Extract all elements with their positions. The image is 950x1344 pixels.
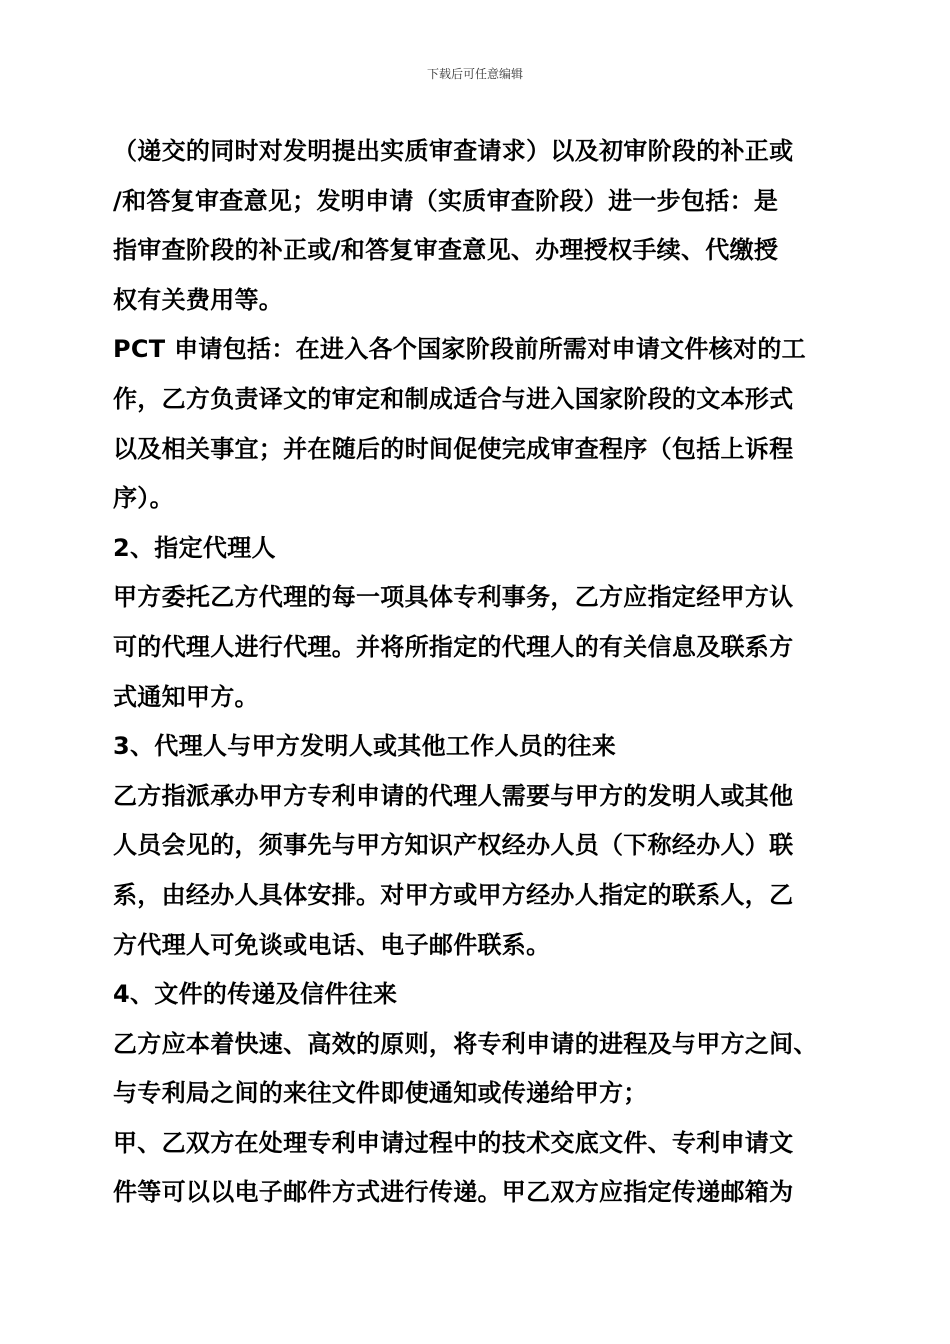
paragraph-designate-agent — [113, 573, 853, 722]
text-line: 乙方应本着快速、高效的原则，将专利申请的进程及与甲方之间、 — [113, 1029, 818, 1058]
text-line: 甲、乙双方在处理专利申请过程中的技术交底文件、专利申请文 — [113, 1128, 794, 1157]
heading-line: 2、指定代理人 — [113, 533, 276, 562]
text-line: 作，乙方负责译文的审定和制成适合与进入国家阶段的文本形式 — [113, 384, 794, 413]
text-line: PCT 申请包括：在进入各个国家阶段前所需对申请文件核对的工 — [113, 335, 806, 364]
section-heading-3 — [113, 722, 853, 772]
text-line: 甲方委托乙方代理的每一项具体专利事务，乙方应指定经甲方认 — [113, 583, 794, 612]
text-line: 系，由经办人具体安排。对甲方或甲方经办人指定的联系人，乙 — [113, 880, 794, 909]
paragraph-pct-application — [113, 325, 853, 523]
document-body — [113, 127, 853, 1218]
text-line: 乙方指派承办甲方专利申请的代理人需要与甲方的发明人或其他 — [113, 781, 794, 810]
text-line: 指审查阶段的补正或/和答复审查意见、办理授权手续、代缴授 — [113, 236, 779, 265]
text-line: 式通知甲方。 — [113, 682, 259, 711]
text-line: 以及相关事宜；并在随后的时间促使完成审查程序（包括上诉程 — [113, 434, 794, 463]
paragraph-email-transfer — [113, 1119, 853, 1218]
paragraph-document-delivery — [113, 1020, 853, 1119]
text-line: 件等可以以电子邮件方式进行传递。甲乙双方应指定传递邮箱为 — [113, 1178, 794, 1207]
text-line: （递交的同时对发明提出实质审查请求）以及初审阶段的补正或 — [113, 137, 794, 165]
text-line: 方代理人可免谈或电话、电子邮件联系。 — [113, 930, 551, 959]
section-heading-4 — [113, 970, 853, 1020]
text-line: 与专利局之间的来往文件即使通知或传递给甲方； — [113, 1079, 648, 1108]
text-line: /和答复审查意见；发明申请（实质审查阶段）进一步包括：是 — [113, 186, 779, 215]
text-line: 权有关费用等。 — [113, 285, 284, 314]
text-line: 序）。 — [113, 484, 174, 513]
page-header: 下载后可任意编辑 — [426, 67, 523, 81]
text-line: 人员会见的，须事先与甲方知识产权经办人员（下称经办人）联 — [113, 831, 794, 860]
heading-line: 4、文件的传递及信件往来 — [113, 980, 398, 1009]
paragraph-invention-stages — [113, 127, 853, 325]
section-heading-2 — [113, 524, 853, 574]
heading-line: 3、代理人与甲方发明人或其他工作人员的往来 — [113, 732, 616, 761]
paragraph-agent-contact — [113, 772, 853, 970]
text-line: 可的代理人进行代理。并将所指定的代理人的有关信息及联系方 — [113, 632, 794, 661]
